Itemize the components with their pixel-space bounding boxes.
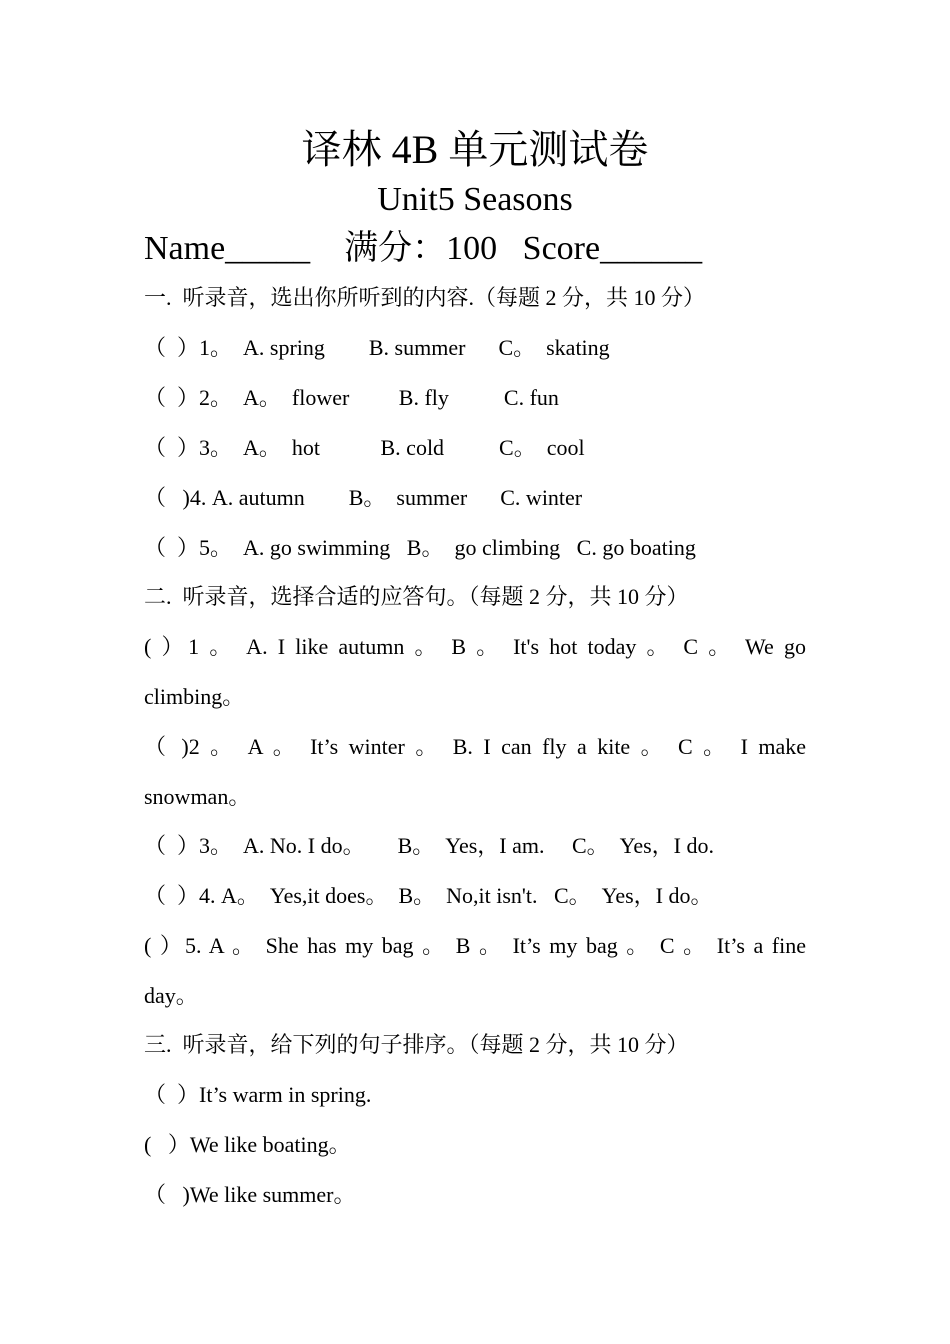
- question-line: （ ）4. A。 Yes,it does。 B。 No,it isn't. C。 Yes，I do。: [144, 883, 713, 908]
- question-line: ( ）5. A 。 She has my bag 。 B 。 It’s my bag 。 C 。 It’s a fine: [144, 933, 806, 958]
- question-line-continuation: climbing。: [144, 684, 245, 709]
- sentence-line: ( ）We like boating。: [144, 1132, 351, 1157]
- sentence-line: （ )We like summer。: [144, 1182, 356, 1207]
- question-line: （ )4. A. autumn B。 summer C. winter: [144, 485, 583, 510]
- question-line: （ ）1。 A. spring B. summer C。 skating: [144, 335, 610, 360]
- section-2-heading: 二. 听录音，选择合适的应答句。（每题 2 分，共 10 分）: [144, 584, 689, 609]
- question-line: （ ）2。 A。 flower B. fly C. fun: [144, 385, 559, 410]
- name-score-line: Name_____ 满分：100 Score______: [144, 230, 703, 267]
- question-line-continuation: day。: [144, 983, 198, 1008]
- section-1-heading: 一. 听录音，选出你所听到的内容.（每题 2 分，共 10 分）: [144, 285, 706, 310]
- question-line: （ ）5。 A. go swimming B。 go climbing C. go boating: [144, 535, 696, 560]
- section-3-heading: 三. 听录音，给下列的句子排序。（每题 2 分，共 10 分）: [144, 1032, 689, 1057]
- question-line: ( ）1 。 A. I like autumn 。 B 。 It's hot today 。 C 。 We go: [144, 634, 806, 659]
- question-line-continuation: snowman。: [144, 784, 251, 809]
- question-line: （ ）3。 A。 hot B. cold C。 cool: [144, 435, 585, 460]
- sentence-line: （ ）It’s warm in spring.: [144, 1082, 372, 1107]
- question-line: （ ）3。 A. No. I do。 B。 Yes，I am. C。 Yes，I do.: [144, 833, 715, 858]
- unit-subtitle: Unit5 Seasons: [377, 181, 573, 218]
- exam-title: 译林 4B 单元测试卷: [301, 127, 649, 172]
- question-line: （ )2 。 A 。 It’s winter 。 B. I can fly a kite 。 C 。 I make: [144, 734, 806, 759]
